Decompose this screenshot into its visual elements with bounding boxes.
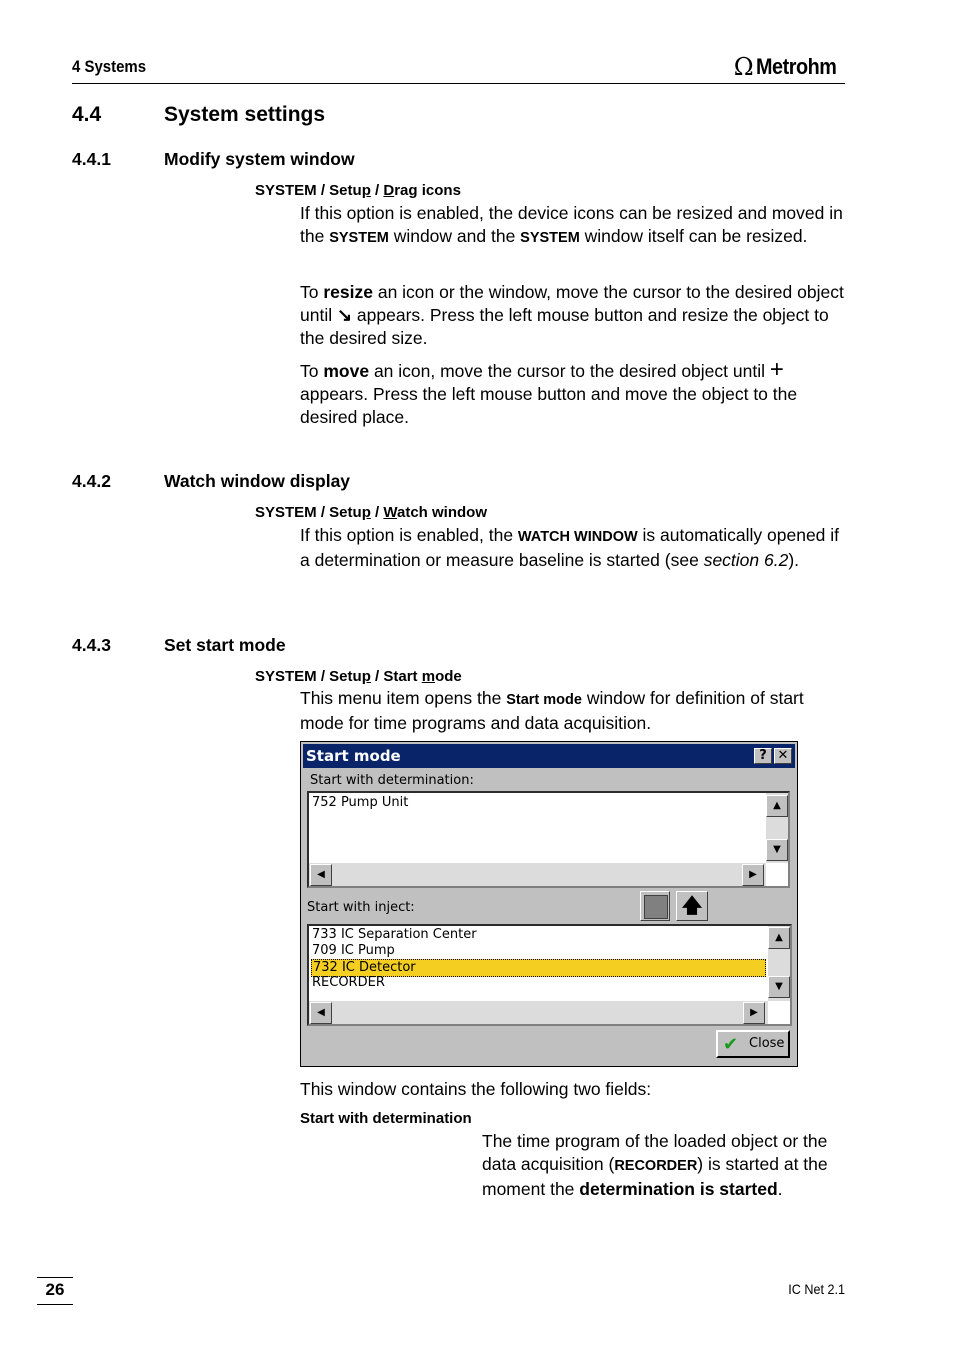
paragraph: If this option is enabled, the device icons can be resized and moved in the SYSTEM window and the SYSTEM window itself can be resized. (300, 203, 843, 246)
scroll-down-button[interactable]: ▼ (768, 976, 790, 998)
section-number: 4.4 (72, 103, 102, 126)
checkmark-icon: ✔ (723, 1034, 739, 1055)
header-rule (72, 83, 845, 84)
menu-path: SYSTEM / Setup / Drag icons (255, 182, 461, 199)
paragraph: This window contains the following two fields: (300, 1079, 652, 1099)
field-title: Start with determination (300, 1110, 472, 1127)
determination-listbox[interactable] (307, 791, 790, 888)
move-up-button[interactable] (676, 891, 708, 921)
label-start-with-inject: Start with inject: (307, 900, 415, 915)
move-cursor-icon: + (769, 356, 784, 383)
scroll-up-button[interactable]: ▲ (768, 927, 790, 949)
paragraph: To resize an icon or the window, move the cursor to the desired object until ↘ appears. Press the left mouse button and resize the object to the desired size. (300, 282, 844, 348)
start-mode-dialog (300, 741, 798, 1067)
subsection-heading-1 (0, 149, 954, 173)
subsection-heading-2 (0, 471, 954, 495)
paragraph: To move an icon, move the cursor to the desired object until + appears. Press the left mouse button and move the object to the desired place. (300, 356, 798, 427)
subsection-heading-3 (0, 635, 954, 659)
scroll-left-button[interactable]: ◀ (310, 864, 332, 886)
list-item[interactable]: 752 Pump Unit (312, 795, 409, 810)
field-description: The time program of the loaded object or the data acquisition (RECORDER) is started at the moment the determination is started. (482, 1131, 828, 1199)
dialog-titlebar (303, 744, 795, 768)
logo-name: Metrohm (755, 54, 837, 79)
subsection-number: 4.4.3 (72, 635, 111, 655)
section-title: System settings (164, 103, 326, 126)
subsection-title: Set start mode (164, 635, 286, 655)
list-item[interactable]: RECORDER (312, 975, 385, 990)
scroll-up-button[interactable]: ▲ (766, 795, 788, 817)
close-button[interactable] (716, 1030, 790, 1058)
paragraph: If this option is enabled, the WATCH WINDOW is automatically opened if a determination or measure baseline is started (see section 6.2). (300, 525, 840, 570)
menu-path: SYSTEM / Setup / Start mode (255, 668, 462, 685)
up-arrow-icon: 🡅 (681, 893, 703, 917)
scroll-down-button[interactable]: ▼ (766, 839, 788, 861)
running-header-chapter: 4 Systems (72, 57, 147, 76)
list-item[interactable]: 709 IC Pump (312, 943, 395, 958)
page-number-rule-top (37, 1277, 73, 1278)
close-button-label: Close (749, 1036, 785, 1051)
label-start-with-determination: Start with determination: (310, 773, 474, 788)
paragraph: This menu item opens the Start mode window for definition of start mode for time programs and data acquisition. (300, 688, 804, 733)
help-button[interactable]: ? (754, 748, 772, 764)
metrohm-logo (734, 54, 845, 80)
resize-cursor-icon: ↘ (336, 305, 353, 325)
scroll-right-button[interactable]: ▶ (743, 1002, 765, 1024)
footer-product: IC Net 2.1 (788, 1281, 845, 1297)
page-number-rule (37, 1304, 73, 1305)
inject-listbox[interactable] (307, 924, 792, 1026)
close-x-button[interactable]: ✕ (774, 748, 792, 764)
subsection-number: 4.4.1 (72, 149, 111, 169)
scroll-left-button[interactable]: ◀ (310, 1002, 332, 1024)
list-item[interactable]: 733 IC Separation Center (312, 927, 477, 942)
page-number: 26 (45, 1280, 65, 1299)
square-icon (644, 895, 668, 919)
subsection-title: Modify system window (164, 149, 355, 169)
omega-icon: Ω (733, 53, 754, 81)
subsection-number: 4.4.2 (72, 471, 111, 491)
list-item-selected[interactable]: 732 IC Detector (311, 959, 766, 977)
dialog-title: Start mode (306, 747, 401, 765)
scroll-right-button[interactable]: ▶ (742, 864, 764, 886)
subsection-title: Watch window display (164, 471, 351, 491)
stop-button[interactable] (640, 891, 670, 921)
menu-path: SYSTEM / Setup / Watch window (255, 504, 487, 521)
